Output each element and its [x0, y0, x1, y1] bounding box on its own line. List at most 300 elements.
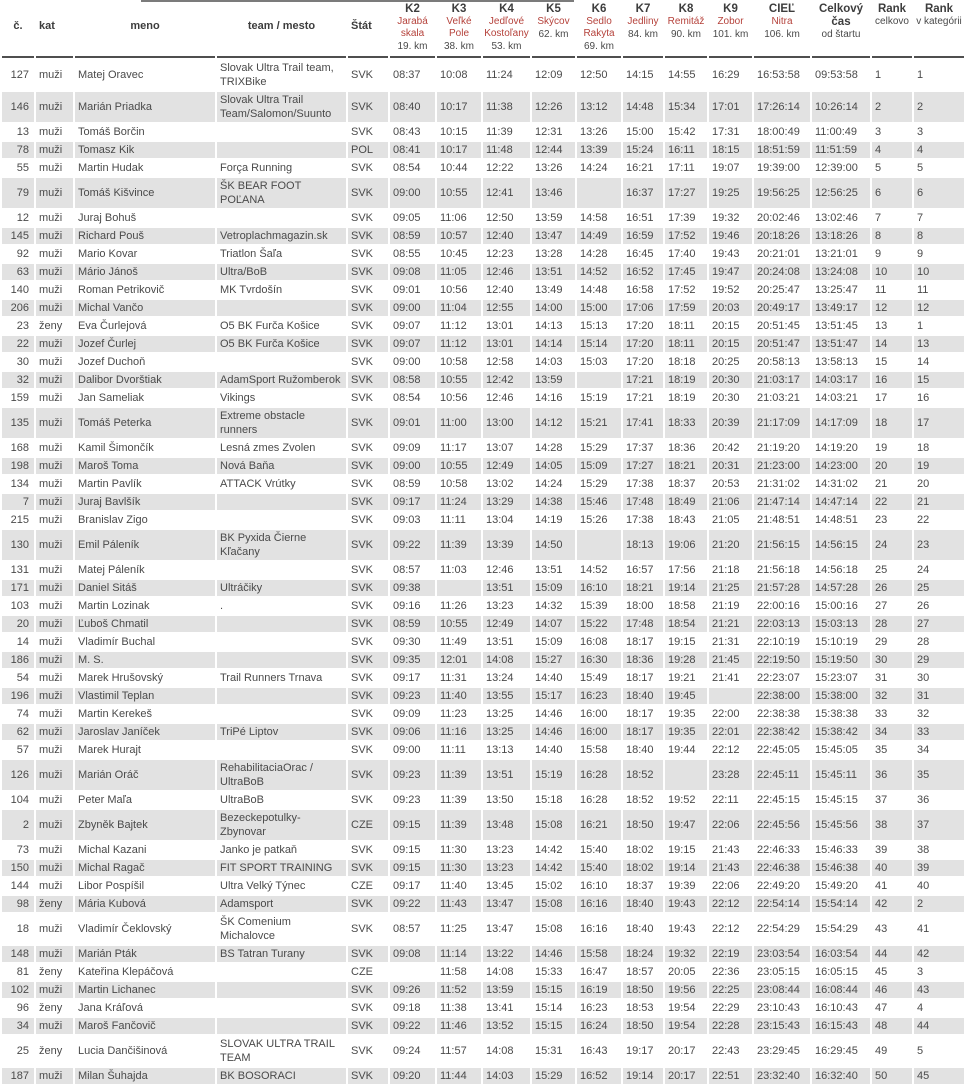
cell-k4: 13:24	[486, 672, 514, 684]
cell-k6: 15:03	[580, 356, 608, 368]
cell-category: muži	[36, 92, 73, 122]
cell-finish-time: 20:51:45	[757, 320, 800, 332]
cell-rank-overall: 20	[872, 458, 912, 474]
cell-k5: 14:13	[535, 320, 563, 332]
cell-k9: 19:32	[712, 212, 740, 224]
cell-rank-category: 22	[917, 514, 930, 526]
cell-category: muži	[36, 860, 73, 876]
cell-k8: 18:49	[665, 494, 707, 510]
cell-rank-overall: 47	[875, 1002, 888, 1014]
cell-country: CZE	[348, 810, 388, 840]
cell-k3: 11:49	[440, 636, 467, 648]
cell-team	[217, 616, 346, 632]
cell-name: Marián Priadka	[75, 92, 215, 122]
table-row	[2, 792, 964, 808]
cell-k9: 22:43	[712, 1045, 740, 1057]
cell-total-time: 12:39:00	[815, 162, 858, 174]
cell-total-time: 13:58:13	[815, 356, 858, 368]
cell-k8: 15:42	[668, 126, 696, 138]
cell-k9: 19:25	[709, 178, 752, 208]
cell-k2: 09:07	[390, 336, 435, 352]
cell-k4: 12:46	[483, 264, 530, 280]
cell-country: SVK	[351, 844, 374, 856]
cell-category: muži	[39, 126, 63, 138]
cell-team: BK BOSORACI	[217, 1068, 346, 1084]
cell-k9: 21:18	[712, 564, 740, 576]
cell-team: ATTACK Vrútky	[220, 478, 296, 490]
cell-rank-category: 20	[917, 478, 930, 490]
cell-k7: 18:24	[623, 946, 663, 962]
cell-rank-overall: 13	[875, 320, 888, 332]
cell-k4: 12:40	[486, 284, 514, 296]
cell-bib: 25	[16, 1045, 29, 1057]
cell-rank-overall: 17	[875, 392, 888, 404]
cell-bib: 187	[2, 1068, 34, 1084]
cell-rank-overall: 8	[872, 228, 912, 244]
cell-team: Adamsport	[217, 896, 346, 912]
cell-rank-overall: 12	[872, 300, 912, 316]
cell-rank-category: 18	[917, 442, 930, 454]
cell-name: Richard Pouš	[75, 228, 215, 244]
cell-k5: 15:08	[532, 810, 575, 840]
cell-total-time: 14:56:15	[812, 530, 870, 560]
cell-rank-category: 28	[917, 636, 930, 648]
table-row	[2, 860, 964, 876]
cell-category: muži	[36, 372, 73, 388]
cell-k9: 22:29	[712, 1002, 740, 1014]
cell-country: SVK	[348, 860, 388, 876]
cell-k8: 17:52	[668, 284, 696, 296]
cell-bib: 32	[2, 372, 34, 388]
cell-k3: 11:17	[440, 442, 467, 454]
cell-team	[217, 354, 346, 370]
cell-k6: 14:24	[580, 162, 608, 174]
rank-category-title: Rank	[924, 3, 954, 15]
cell-name: Emil Páleník	[75, 530, 215, 560]
cell-total-time: 15:45:15	[815, 794, 858, 806]
cell-name: Kamil Šimončík	[78, 442, 154, 454]
cell-k3: 10:08	[440, 69, 468, 81]
cell-k5: 14:50	[532, 530, 575, 560]
cell-team	[217, 742, 346, 758]
cell-total-time: 14:56:18	[815, 564, 858, 576]
cell-category: muži	[36, 982, 73, 998]
cell-finish-time: 22:54:29	[757, 923, 800, 935]
cell-name: Juraj Bohuš	[78, 212, 137, 224]
cell-k9: 20:42	[712, 442, 740, 454]
cell-category: muži	[36, 688, 73, 704]
cell-k2: 09:07	[393, 320, 421, 332]
cell-k7: 17:21	[623, 372, 663, 388]
cell-rank-category: 3	[917, 126, 924, 138]
cell-rank-category: 37	[914, 810, 964, 840]
cell-k9: 21:41	[712, 672, 740, 684]
cell-bib: 79	[2, 178, 34, 208]
cell-team: Triatlon Šaľa	[220, 248, 283, 260]
cell-k9: 22:19	[709, 946, 752, 962]
cell-k9: 23:28	[709, 760, 752, 790]
cell-k4: 13:48	[483, 810, 530, 840]
cell-country: SVK	[351, 126, 374, 138]
cell-bib: 196	[2, 688, 34, 704]
table-row	[2, 914, 964, 944]
table-row	[2, 246, 964, 262]
cell-k8: 17:56	[668, 564, 696, 576]
cell-bib: 7	[2, 494, 34, 510]
cell-k6	[577, 178, 621, 208]
cell-finish-time: 22:45:05	[757, 744, 800, 756]
cell-country: SVK	[351, 744, 374, 756]
cell-k5: 14:05	[532, 458, 575, 474]
cell-k2: 08:54	[393, 392, 421, 404]
cell-k9: 21:05	[712, 514, 740, 526]
cell-total-time: 15:38:42	[812, 724, 870, 740]
cell-bib: 127	[10, 69, 29, 81]
cell-category: muži	[36, 1068, 73, 1084]
cell-team: UltraBoB	[220, 794, 265, 806]
cell-k3: 11:40	[437, 688, 481, 704]
cell-category: muži	[36, 142, 73, 158]
cell-k8: 17:39	[668, 212, 696, 224]
cell-k9: 20:03	[709, 300, 752, 316]
cell-k2: 09:00	[390, 178, 435, 208]
cell-k2: 08:57	[393, 564, 421, 576]
cell-country: SVK	[351, 672, 374, 684]
cell-finish-time: 21:03:17	[754, 372, 810, 388]
cell-k2: 09:03	[393, 514, 421, 526]
cell-k2: 09:01	[393, 284, 421, 296]
cell-k8: 20:17	[668, 1045, 696, 1057]
cell-name: Vlastimil Teplan	[75, 688, 215, 704]
cell-k6: 16:16	[580, 923, 608, 935]
cell-team: Extreme obstacle runners	[217, 408, 346, 438]
cell-k4: 13:25	[483, 724, 530, 740]
cell-k8: 19:15	[668, 844, 696, 856]
cell-total-time: 09:53:58	[815, 69, 858, 81]
cell-name: Libor Pospíšil	[78, 880, 145, 892]
cell-country: SVK	[348, 336, 388, 352]
cell-team	[217, 210, 346, 226]
cell-k8: 18:33	[665, 408, 707, 438]
cell-k3: 10:17	[437, 142, 481, 158]
table-row	[2, 760, 964, 790]
table-row	[2, 142, 964, 158]
cell-k2: 09:22	[390, 896, 435, 912]
table-row	[2, 580, 964, 596]
cell-name: Mario Kovar	[78, 248, 138, 260]
cell-k4: 12:49	[483, 458, 530, 474]
cell-k6: 16:28	[580, 794, 608, 806]
cell-k2: 09:00	[393, 356, 421, 368]
cell-k3: 11:05	[437, 264, 481, 280]
cell-rank-category: 43	[914, 982, 964, 998]
cell-k2: 08:58	[390, 372, 435, 388]
cell-k3: 11:30	[440, 844, 467, 856]
cell-name: Branislav Zigo	[78, 514, 148, 526]
cell-rank-category: 11	[917, 284, 929, 296]
cell-k8: 17:59	[665, 300, 707, 316]
cell-k2: 08:40	[390, 92, 435, 122]
cell-k5: 15:08	[535, 923, 563, 935]
table-row	[2, 300, 964, 316]
cell-bib: 135	[2, 408, 34, 438]
cell-rank-overall: 25	[875, 564, 888, 576]
cell-total-time: 15:46:33	[815, 844, 858, 856]
cell-total-time: 16:03:54	[812, 946, 870, 962]
cell-name: Matej Páleník	[78, 564, 145, 576]
col-header-number: č.	[2, 2, 34, 58]
cell-k9: 19:43	[712, 248, 740, 260]
cell-k5: 14:46	[535, 708, 563, 720]
cell-name: Jana Kráľová	[78, 1002, 143, 1014]
cell-name: Tomáš Peterka	[75, 408, 215, 438]
cell-k5: 14:46	[532, 724, 575, 740]
cell-total-time: 15:03:13	[812, 616, 870, 632]
cell-rank-category: 35	[914, 760, 964, 790]
cell-k8: 19:06	[665, 530, 707, 560]
cell-k7: 18:36	[623, 652, 663, 668]
cell-country: CZE	[351, 966, 373, 978]
header-row	[2, 2, 964, 58]
cell-total-time: 15:45:56	[812, 810, 870, 840]
cell-country: SVK	[348, 652, 388, 668]
cell-category: muži	[36, 458, 73, 474]
cell-k5: 14:40	[535, 672, 563, 684]
cell-k8: 18:18	[668, 356, 696, 368]
cell-k5: 14:00	[532, 300, 575, 316]
cell-k6: 16:10	[580, 880, 608, 892]
cell-rank-category: 3	[917, 966, 924, 978]
cell-rank-category: 10	[914, 264, 964, 280]
cell-country: SVK	[351, 248, 374, 260]
cell-k3: 11:39	[437, 810, 481, 840]
cell-rank-category: 44	[914, 1018, 964, 1034]
cell-k6: 15:40	[577, 860, 621, 876]
cell-team: Nová Baňa	[217, 458, 346, 474]
cell-k8: 19:32	[665, 946, 707, 962]
cell-team: TriPé Liptov	[217, 724, 346, 740]
table-row	[2, 390, 964, 406]
cell-bib: 131	[10, 564, 29, 576]
cell-k7: 17:21	[626, 392, 654, 404]
cell-bib: 20	[2, 616, 34, 632]
cell-rank-overall: 29	[875, 636, 888, 648]
cell-bib: 146	[2, 92, 34, 122]
cell-k2: 09:09	[393, 442, 421, 454]
cell-bib: 12	[16, 212, 29, 224]
cell-k2: 09:09	[393, 708, 421, 720]
cell-k6	[577, 530, 621, 560]
cell-k4: 12:58	[486, 356, 514, 368]
cell-k8: 18:37	[668, 478, 696, 490]
cell-category: muži	[36, 616, 73, 632]
cell-k7: 16:59	[623, 228, 663, 244]
cell-rank-overall: 11	[875, 284, 887, 296]
cell-finish-time: 21:19:20	[757, 442, 800, 454]
cell-k3: 10:44	[440, 162, 468, 174]
cell-category: ženy	[39, 966, 63, 978]
cell-k6: 15:26	[580, 514, 608, 526]
cell-team: ŠK Comenium Michalovce	[220, 916, 291, 942]
cell-rank-category: 9	[917, 248, 924, 260]
cell-k9: 17:31	[712, 126, 740, 138]
cell-k4: 14:03	[483, 1068, 530, 1084]
cell-team: O5 BK Furča Košice	[220, 320, 320, 332]
cell-k3: 10:17	[437, 92, 481, 122]
cell-k2: 09:17	[390, 494, 435, 510]
cell-team: Ultra Velký Týnec	[220, 880, 306, 892]
cell-category: muži	[39, 923, 63, 935]
cell-total-time: 16:08:44	[812, 982, 870, 998]
cell-k9: 22:25	[709, 982, 752, 998]
cell-team: RehabilitaciaOrac / UltraBoB	[217, 760, 346, 790]
cell-k7: 18:57	[626, 966, 654, 978]
cell-k5: 15:09	[532, 580, 575, 596]
cell-k7: 15:00	[626, 126, 654, 138]
cell-rank-category: 33	[914, 724, 964, 740]
cell-finish-time: 22:49:20	[757, 880, 800, 892]
cell-country: SVK	[351, 478, 374, 490]
cell-total-time: 11:51:59	[812, 142, 870, 158]
cell-category: muži	[36, 946, 73, 962]
cell-k3: 10:55	[437, 616, 481, 632]
table-row	[2, 512, 964, 528]
cell-category: muži	[36, 178, 73, 208]
cell-total-time: 14:19:20	[815, 442, 858, 454]
cell-team: Janko je patkaň	[220, 844, 298, 856]
cell-name: Marek Hurajt	[78, 744, 141, 756]
cell-finish-time: 23:15:43	[754, 1018, 810, 1034]
cell-k7: 18:52	[623, 760, 663, 790]
cell-rank-overall: 40	[872, 860, 912, 876]
cell-rank-category: 15	[914, 372, 964, 388]
table-row	[2, 724, 964, 740]
cell-k5: 15:02	[535, 880, 563, 892]
cell-country: SVK	[351, 564, 374, 576]
cell-finish-time: 22:38:38	[757, 708, 800, 720]
cell-k3: 11:25	[440, 923, 467, 935]
cell-bib: 18	[16, 923, 29, 935]
cell-category: muži	[39, 880, 63, 892]
cell-k9: 21:43	[709, 860, 752, 876]
cell-k8: 19:15	[668, 636, 696, 648]
cell-category: ženy	[36, 896, 73, 912]
cell-total-time: 15:45:11	[812, 760, 870, 790]
cell-rank-category: 39	[914, 860, 964, 876]
cell-k6: 16:47	[580, 966, 608, 978]
cell-rank-overall: 15	[875, 356, 888, 368]
cell-bib: 215	[10, 514, 29, 526]
cell-k4: 13:45	[486, 880, 514, 892]
cell-k4: 13:52	[483, 1018, 530, 1034]
cell-country: SVK	[348, 228, 388, 244]
cell-k6: 15:40	[580, 844, 608, 856]
cell-rank-overall: 9	[875, 248, 882, 260]
col-header-rank-category	[914, 2, 964, 58]
cell-rank-overall: 49	[875, 1045, 888, 1057]
cell-rank-overall: 41	[875, 880, 888, 892]
cell-k7: 18:50	[623, 1018, 663, 1034]
cell-team	[217, 562, 346, 578]
cell-k5: 15:19	[532, 760, 575, 790]
cell-category: muži	[36, 336, 73, 352]
cell-rank-category: 26	[917, 600, 930, 612]
cell-k3: 11:11	[440, 514, 466, 526]
cell-k3: 10:55	[437, 372, 481, 388]
cell-finish-time: 21:56:18	[757, 564, 800, 576]
cell-k7: 18:37	[626, 880, 654, 892]
cell-country: SVK	[348, 982, 388, 998]
results-body	[2, 60, 964, 1084]
cell-team	[217, 1000, 346, 1016]
cell-rank-category: 4	[917, 1002, 924, 1014]
cell-country: SVK	[348, 724, 388, 740]
cell-category: muži	[39, 162, 63, 174]
cell-category: muži	[36, 408, 73, 438]
cell-k8: 19:39	[668, 880, 696, 892]
cell-finish-time: 21:31:02	[757, 478, 800, 490]
cell-k9: 21:21	[709, 616, 752, 632]
cell-k6: 16:19	[577, 982, 621, 998]
table-row	[2, 354, 964, 370]
cell-rank-overall: 7	[875, 212, 882, 224]
cell-k4: 13:22	[483, 946, 530, 962]
cell-category: ženy	[39, 320, 63, 332]
cell-k5: 13:51	[535, 564, 563, 576]
cell-k4: 14:08	[486, 1045, 514, 1057]
cell-rank-category: 41	[917, 923, 930, 935]
cell-name: Jozef Duchoň	[78, 356, 146, 368]
cell-finish-time: 22:38:00	[754, 688, 810, 704]
cell-k9: 22:28	[709, 1018, 752, 1034]
cell-category: muži	[36, 724, 73, 740]
cell-k9: 19:07	[712, 162, 740, 174]
cell-total-time: 14:47:14	[812, 494, 870, 510]
cell-total-time: 14:31:02	[815, 478, 858, 490]
cell-k8: 16:11	[665, 142, 707, 158]
cell-k8: 17:11	[668, 162, 695, 174]
cell-k5: 15:17	[532, 688, 575, 704]
cell-k6: 16:28	[577, 760, 621, 790]
cell-k6: 14:28	[580, 248, 608, 260]
cell-bib: 62	[2, 724, 34, 740]
cell-team: Força Running	[220, 162, 293, 174]
cell-k8: 19:43	[665, 896, 707, 912]
cell-k5: 13:46	[532, 178, 575, 208]
cell-k3: 11:23	[440, 708, 467, 720]
cell-total-time: 13:49:17	[812, 300, 870, 316]
cell-rank-category: 6	[914, 178, 964, 208]
cell-k3: 11:39	[437, 760, 481, 790]
cell-k4: 11:38	[483, 92, 530, 122]
cell-finish-time: 22:23:07	[757, 672, 800, 684]
cell-k6: 15:22	[577, 616, 621, 632]
cell-total-time: 13:24:08	[812, 264, 870, 280]
table-row	[2, 878, 964, 894]
cell-k4: 14:08	[483, 652, 530, 668]
cell-k7: 18:50	[623, 810, 663, 840]
cell-k7: 17:20	[626, 320, 654, 332]
cell-bib: 103	[10, 600, 29, 612]
table-row	[2, 458, 964, 474]
cell-country: SVK	[348, 530, 388, 560]
cell-rank-category: 2	[914, 896, 964, 912]
cell-total-time: 15:38:00	[812, 688, 870, 704]
cell-k3: 10:57	[437, 228, 481, 244]
cell-k4: 12:22	[486, 162, 514, 174]
cell-team: ŠK BEAR FOOT POĽANA	[217, 178, 346, 208]
cell-rank-category: 5	[917, 162, 924, 174]
